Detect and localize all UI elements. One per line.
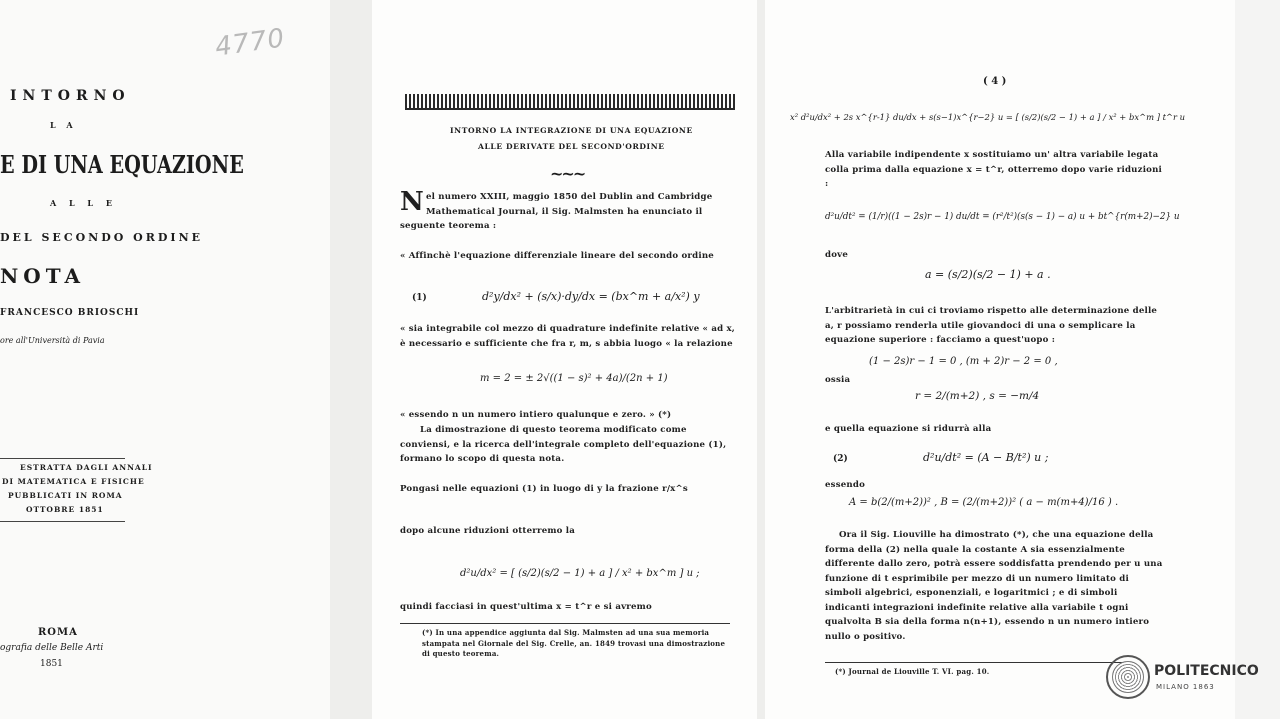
p4-equation-4: (1 − 2s)r − 1 = 0 , (m + 2)r − 2 = 0 ,: [869, 356, 1058, 367]
cover-nota: NOTA: [0, 264, 86, 288]
p4-ossia: ossia: [825, 375, 851, 385]
page-gutter-left: [330, 0, 372, 719]
cover-author-title: ore all'Università di Pavia: [0, 336, 105, 345]
p4-paragraph-1: Alla variabile indipendente x sostituiamo un' altra variabile legata colla prima dalla equazione x = t^r, otterremo dopo varie riduzioni :: [825, 150, 1163, 189]
drop-cap: N: [400, 187, 424, 217]
page-edge-right: [1235, 0, 1280, 719]
p4-paragraph-3: e quella equazione si ridurrà alla: [825, 424, 992, 434]
p4-equation-5: r = 2/(m+2) , s = −m/4: [915, 390, 1040, 402]
paragraph-1: [400, 187, 740, 234]
paragraph-3: « sia integrabile col mezzo di quadrature indefinite relative « ad x, è necessario e sufficiente che fra r, m, s abbia luogo « la relazione: [400, 324, 735, 349]
paragraph-2: « Affinchè l'equazione differenziale lineare del secondo ordine: [400, 251, 714, 261]
header-ornament: [405, 94, 735, 110]
extract-line-4: OTTOBRE 1851: [26, 505, 104, 514]
paragraph-5: La dimostrazione di questo teorema modificato come conviensi, e la ricerca dell'integrale completo dell'equazione (1), formano lo scopo di questa nota.: [400, 425, 727, 464]
p4-equation-6-number: (2): [833, 454, 848, 464]
paragraph-6: Pongasi nelle equazioni (1) in luogo di y la frazione r/x^s: [400, 484, 688, 494]
p4-dove: dove: [825, 250, 849, 260]
p4-equation-6: d²u/dt² = (A − B/t²) u ;: [923, 451, 1049, 464]
extract-line-3: PUBBLICATI IN ROMA: [8, 491, 123, 500]
article-heading-line2: ALLE DERIVATE DEL SECOND'ORDINE: [478, 142, 665, 151]
cover-page: [0, 0, 330, 719]
equation-1-number: (1): [412, 293, 427, 303]
cover-intorno: INTORNO: [10, 88, 131, 104]
p4-equation-7: A = b(2/(m+2))² , B = (2/(m+2))² ( a − m(m+4)/16 ) .: [849, 497, 1119, 508]
p4-equation-2: d²u/dt² = (1/r)((1 − 2s)r − 1) du/dt = (r²/t²)(s(s − 1) − a) u + bt^{r(m+2)−2} u: [825, 212, 1180, 222]
extract-box-top-rule: [0, 458, 125, 459]
text-page-4: [765, 0, 1235, 719]
text-page-3: [372, 0, 757, 719]
cover-year: 1851: [40, 659, 63, 669]
equation-top: x² d²u/dx² + 2s x^{r-1} du/dx + s(s−1)x^{r−2} u = [ (s/2)(s/2 − 1) + a ] / x² + bx^m ] t^r u: [790, 112, 1186, 122]
p4-equation-3: a = (s/2)(s/2 − 1) + a .: [925, 268, 1051, 281]
paragraph-1-text: el numero XXIII, maggio 1850 del Dublin and Cambridge Mathematical Journal, il Sig. Malmsten ha enunciato il seguente teorema :: [400, 192, 713, 231]
watermark-sub: MILANO 1863: [1156, 683, 1215, 691]
p4-footnote-rule: [825, 662, 1125, 663]
article-heading-line1: INTORNO LA INTEGRAZIONE DI UNA EQUAZIONE: [450, 126, 693, 135]
footnote-page-3: (*) In una appendice aggiunta dal Sig. Malmsten ad una sua memoria stampata nel Giornale del Sig. Crelle, an. 1849 trovasi una dimostrazione di questo teorema.: [422, 628, 726, 658]
extract-box-bottom-rule: [0, 521, 125, 522]
page-gutter-right: [757, 0, 765, 719]
page-number: ( 4 ): [983, 76, 1007, 87]
equation-1: d²y/dx² + (s/x)·dy/dx = (bx^m + a/x²) y: [482, 290, 700, 303]
equation-2: m = 2 = ± 2√((1 − s)² + 4a)/(2n + 1): [480, 373, 668, 384]
extract-line-1: ESTRATTA DAGLI ANNALI: [20, 463, 153, 472]
cover-city: ROMA: [38, 627, 78, 638]
watermark-brand: POLITECNICO: [1154, 663, 1259, 679]
footnote-rule: [400, 623, 730, 624]
p4-essendo: essendo: [825, 480, 866, 490]
p4-paragraph-4: Ora il Sig. Liouville ha dimostrato (*), che una equazione della forma della (2) nella quale la costante A sia essenzialmente differente dallo zero, potrà essere soddisfatta prendendo per u una funzione di t esprimibile per mezzo di un numero limitato di simboli algebrici, esponenziali, e logaritmici ; e di simboli indicanti integrazioni indefinite relative alla variabile t ogni qualvolta B sia della forma n(n+1), essendo n un numero intiero nullo o positivo.: [825, 530, 1163, 642]
cover-title-equation: E DI UNA EQUAZIONE: [0, 150, 244, 179]
handwritten-catalog-number: 4770: [213, 23, 287, 63]
equation-3: d²u/dx² = [ (s/2)(s/2 − 1) + a ] / x² + bx^m ] u ;: [460, 568, 700, 579]
cover-la: L A: [50, 120, 77, 130]
politecnico-seal-icon: [1106, 655, 1150, 699]
cover-printer: ografia delle Belle Arti: [0, 643, 104, 653]
cover-alle: A L L E: [50, 198, 117, 208]
paragraph-4: « essendo n un numero intiero qualunque e zero. » (*): [400, 410, 672, 420]
paragraph-7: dopo alcune riduzioni otterremo la: [400, 526, 576, 536]
cover-author: FRANCESCO BRIOSCHI: [0, 308, 140, 318]
heading-flourish: ~~~: [550, 164, 585, 183]
p4-footnote: (*) Journal de Liouville T. VI. pag. 10.: [835, 667, 990, 676]
cover-second-order: DEL SECONDO ORDINE: [0, 231, 204, 244]
paragraph-8: quindi facciasi in quest'ultima x = t^r e si avremo: [400, 602, 652, 612]
extract-line-2: DI MATEMATICA E FISICHE: [2, 477, 145, 486]
p4-paragraph-2: L'arbitrarietà in cui ci troviamo rispetto alle determinazione delle a, r possiamo renderla utile giovandoci di una o semplicare la equazione superiore : facciamo a quest'uopo :: [825, 306, 1158, 345]
